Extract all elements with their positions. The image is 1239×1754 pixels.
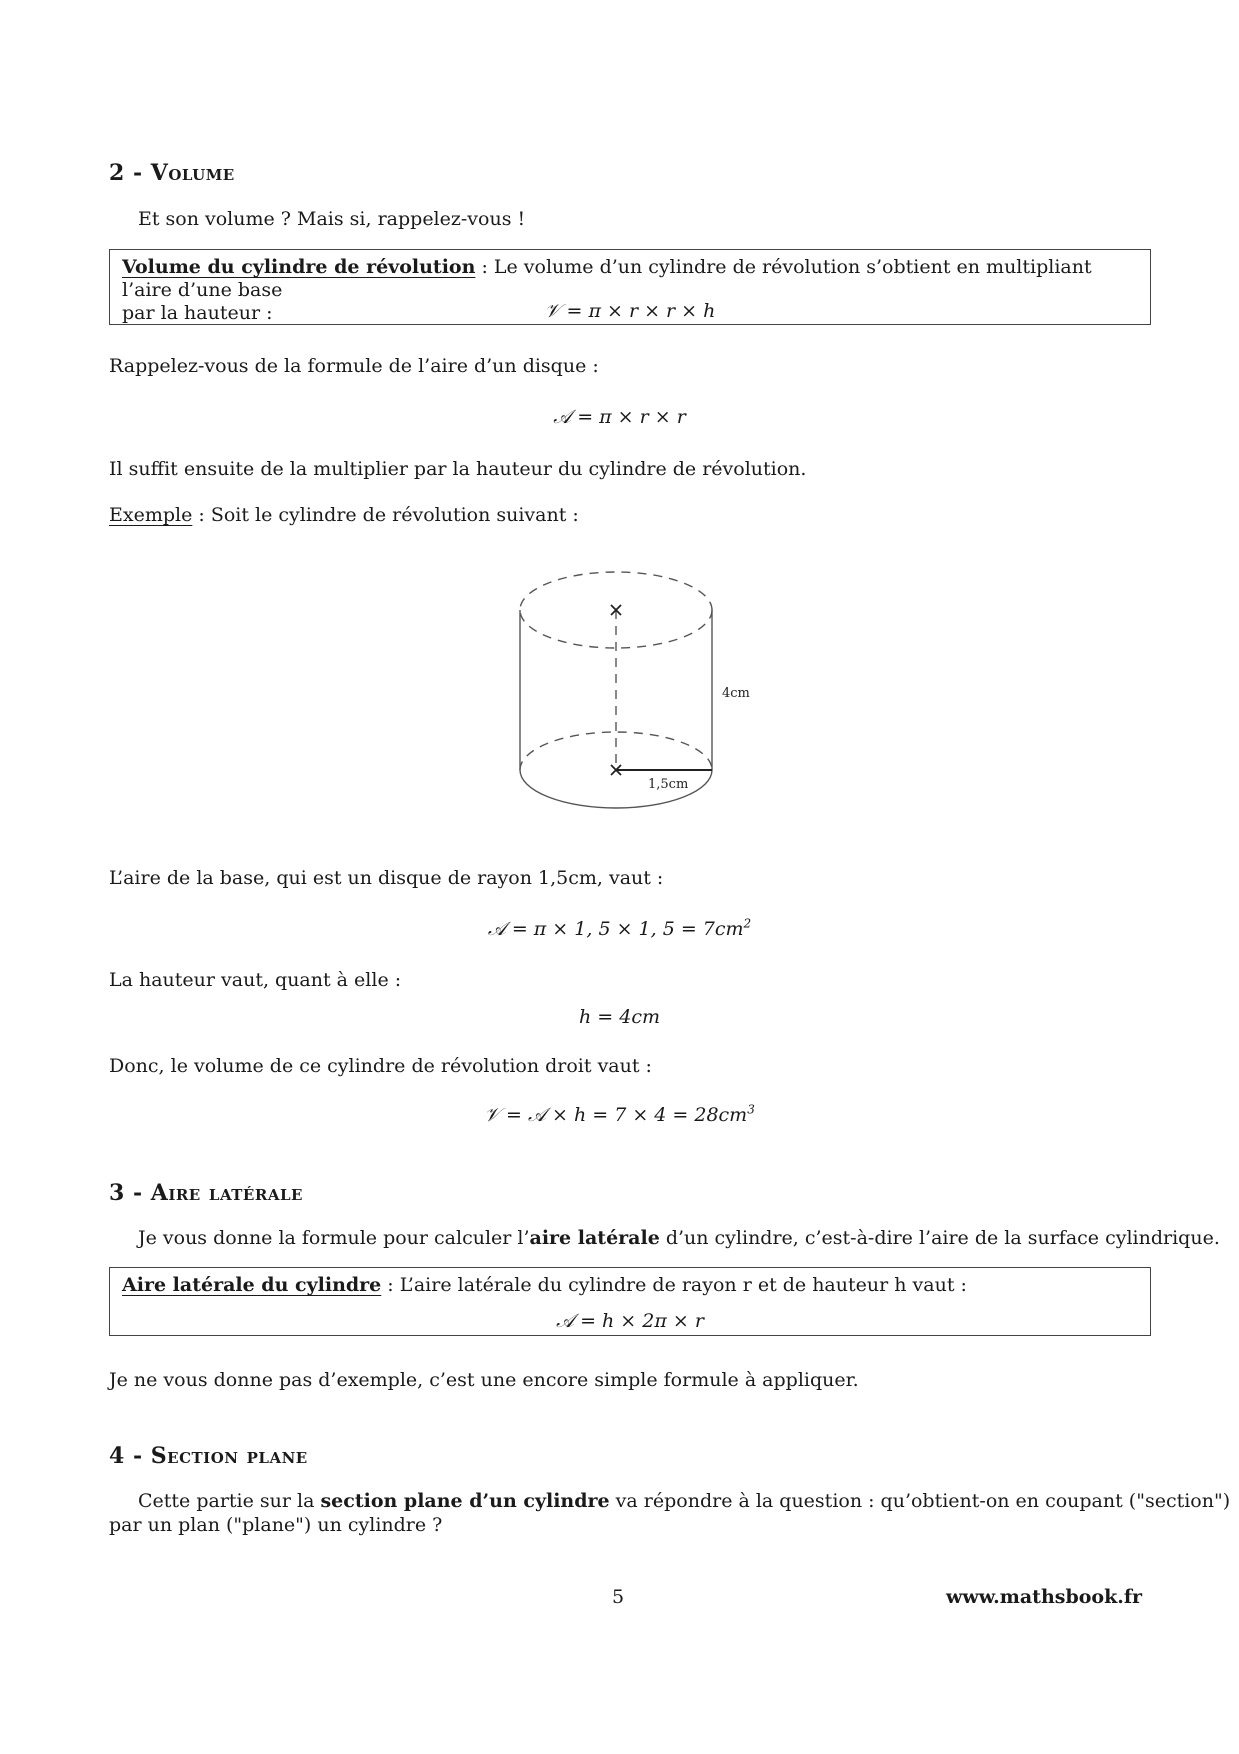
equation-aire-disque: 𝒜 = π × r × r xyxy=(553,406,686,428)
height-label: 4cm xyxy=(722,686,750,701)
website-link[interactable]: www.mathsbook.fr xyxy=(946,1586,1143,1608)
page-number: 5 xyxy=(612,1586,625,1608)
definition-volume-line2: par la hauteur : xyxy=(122,302,273,324)
equation-aire-base xyxy=(0,918,1239,940)
paragraph-multiplier: Il suffit ensuite de la multiplier par la hauteur du cylindre de révolution. xyxy=(109,458,807,480)
section-3-intro-a: Je vous donne la formule pour calculer l’ xyxy=(138,1227,530,1249)
section-3-intro xyxy=(138,1226,1220,1250)
section-4-title: 4 - Section plane xyxy=(109,1443,308,1469)
section-4-intro-a: Cette partie sur la xyxy=(138,1490,321,1512)
section-4-intro-line1 xyxy=(138,1489,1230,1513)
equation-volume-text: 𝒱 = 𝒜 × h = 7 × 4 = 28cm xyxy=(484,1104,748,1126)
section-4-intro-line2: par un plan ("plane") un cylindre ? xyxy=(109,1514,443,1536)
section-4-intro-b: va répondre à la question : qu’obtient-on en coupant ("section") xyxy=(609,1490,1231,1512)
equation-hauteur: h = 4cm xyxy=(579,1006,660,1028)
definition-box-volume xyxy=(109,249,1151,325)
section-3-title: 3 - Aire latérale xyxy=(109,1180,303,1206)
equation-aire-base-text: 𝒜 = π × 1, 5 × 1, 5 = 7cm xyxy=(487,918,744,940)
definition-volume-term: Volume du cylindre de révolution xyxy=(122,256,476,278)
radius-label: 1,5cm xyxy=(648,777,689,792)
definition-aire-text xyxy=(110,1268,1150,1297)
cylinder-bottom-back xyxy=(520,732,712,770)
equation-volume xyxy=(0,1104,1239,1126)
equation-aire-base-exponent: 2 xyxy=(743,916,752,931)
definition-aire-line: : L’aire latérale du cylindre de rayon r et de hauteur h vaut : xyxy=(381,1274,967,1296)
section-3-outro: Je ne vous donne pas d’exemple, c’est une encore simple formule à appliquer. xyxy=(109,1369,859,1391)
section-4-intro-bold: section plane d’un cylindre xyxy=(320,1490,610,1512)
paragraph-hauteur: La hauteur vaut, quant à elle : xyxy=(109,969,402,991)
definition-box-aire-laterale xyxy=(109,1267,1151,1336)
exemple-text: : Soit le cylindre de révolution suivant : xyxy=(192,504,579,526)
section-3-intro-bold: aire latérale xyxy=(529,1227,660,1249)
section-2-intro: Et son volume ? Mais si, rappelez-vous ! xyxy=(138,208,526,230)
definition-volume-line1: : Le volume d’un cylindre de révolution s’obtient en multipliant l’aire d’une base xyxy=(122,256,1092,301)
aire-laterale-formula: 𝒜 = h × 2π × r xyxy=(556,1310,704,1332)
exemple-label: Exemple xyxy=(109,504,193,526)
definition-aire-term: Aire latérale du cylindre xyxy=(122,1274,382,1296)
cylinder-figure xyxy=(500,560,780,820)
section-3-intro-b: d’un cylindre, c’est-à-dire l’aire de la surface cylindrique. xyxy=(659,1227,1220,1249)
exemple-line xyxy=(109,503,579,527)
paragraph-base: L’aire de la base, qui est un disque de rayon 1,5cm, vaut : xyxy=(109,867,664,889)
paragraph-disque: Rappelez-vous de la formule de l’aire d’un disque : xyxy=(109,355,599,377)
equation-volume-exponent: 3 xyxy=(747,1102,755,1117)
paragraph-volume: Donc, le volume de ce cylindre de révolution droit vaut : xyxy=(109,1055,652,1077)
volume-formula: 𝒱 = π × r × r × h xyxy=(544,300,716,322)
section-2-title: 2 - Volume xyxy=(109,160,235,186)
